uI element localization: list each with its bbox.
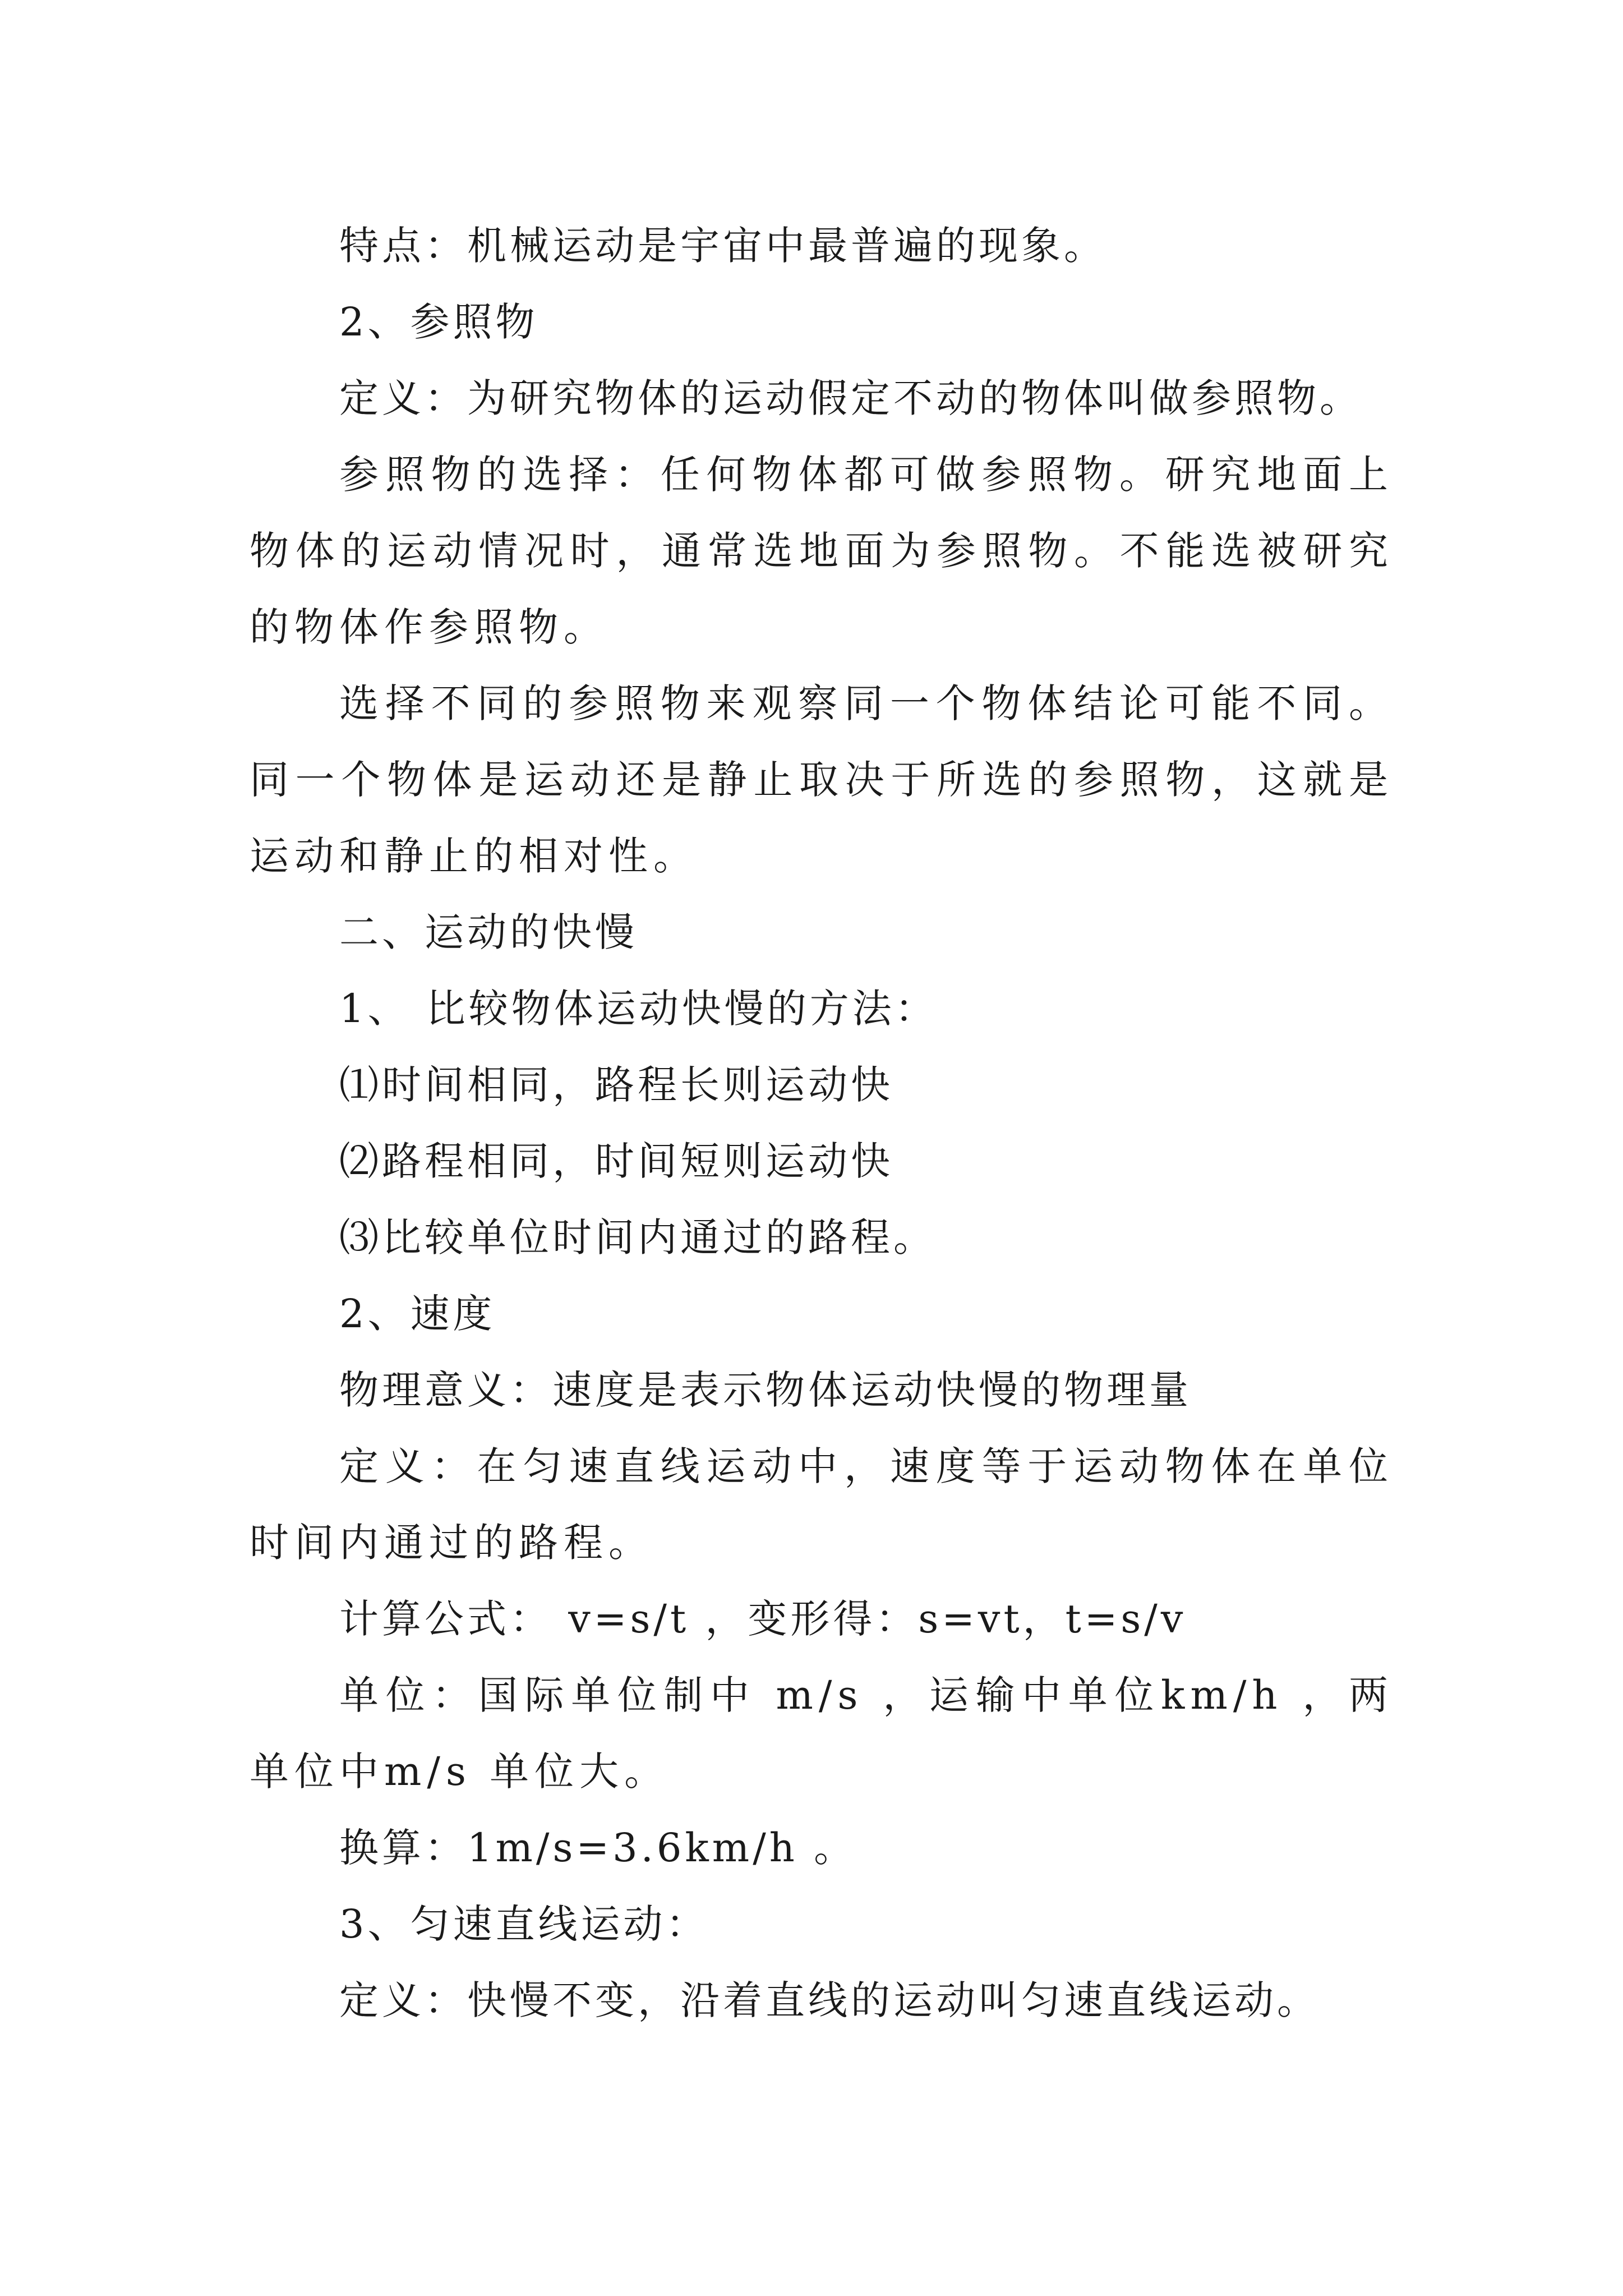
paragraph-conversion: 换算：1m/s=3.6km/h 。 bbox=[339, 1825, 857, 1871]
paragraph-mechanical-motion-feature: 特点：机械运动是宇宙中最普遍的现象。 bbox=[339, 223, 1106, 269]
heading-speed: 2、速度 bbox=[339, 1291, 496, 1337]
list-item-method-3: ⑶比较单位时间内通过的路程。 bbox=[339, 1214, 936, 1260]
paragraph-physical-meaning: 物理意义：速度是表示物体运动快慢的物理量 bbox=[339, 1367, 1192, 1413]
paragraph-speed-definition: 定义：在匀速直线运动中，速度等于运动物体在单位时间内通过的路程。 bbox=[250, 1443, 1394, 1566]
heading-speed-of-motion: 二、运动的快慢 bbox=[339, 909, 638, 955]
heading-uniform-linear-motion: 3、匀速直线运动： bbox=[339, 1901, 709, 1947]
paragraph-uniform-definition: 定义：快慢不变，沿着直线的运动叫匀速直线运动。 bbox=[339, 1977, 1320, 2023]
paragraph-formula: 计算公式： v=s/t ，变形得：s=vt，t=s/v bbox=[339, 1596, 1187, 1642]
paragraph-units: 单位：国际单位制中 m/s ，运输中单位km/h ，两单位中m/s 单位大。 bbox=[250, 1672, 1394, 1795]
paragraph-relativity: 选择不同的参照物来观察同一个物体结论可能不同。同一个物体是运动还是静止取决于所选的参照物，这就是运动和静止的相对性。 bbox=[250, 680, 1394, 879]
heading-compare-methods: 1、 比较物体运动快慢的方法： bbox=[339, 986, 938, 1032]
list-item-method-1: ⑴时间相同，路程长则运动快 bbox=[339, 1062, 893, 1108]
paragraph-reference-selection: 参照物的选择：任何物体都可做参照物。研究地面上物体的运动情况时，通常选地面为参照物。不能选被研究的物体作参照物。 bbox=[250, 452, 1394, 650]
paragraph-reference-definition: 定义：为研究物体的运动假定不动的物体叫做参照物。 bbox=[339, 375, 1362, 421]
document-body bbox=[250, 208, 1394, 2039]
list-item-method-2: ⑵路程相同，时间短则运动快 bbox=[339, 1138, 893, 1184]
heading-reference-object: 2、参照物 bbox=[339, 299, 538, 345]
